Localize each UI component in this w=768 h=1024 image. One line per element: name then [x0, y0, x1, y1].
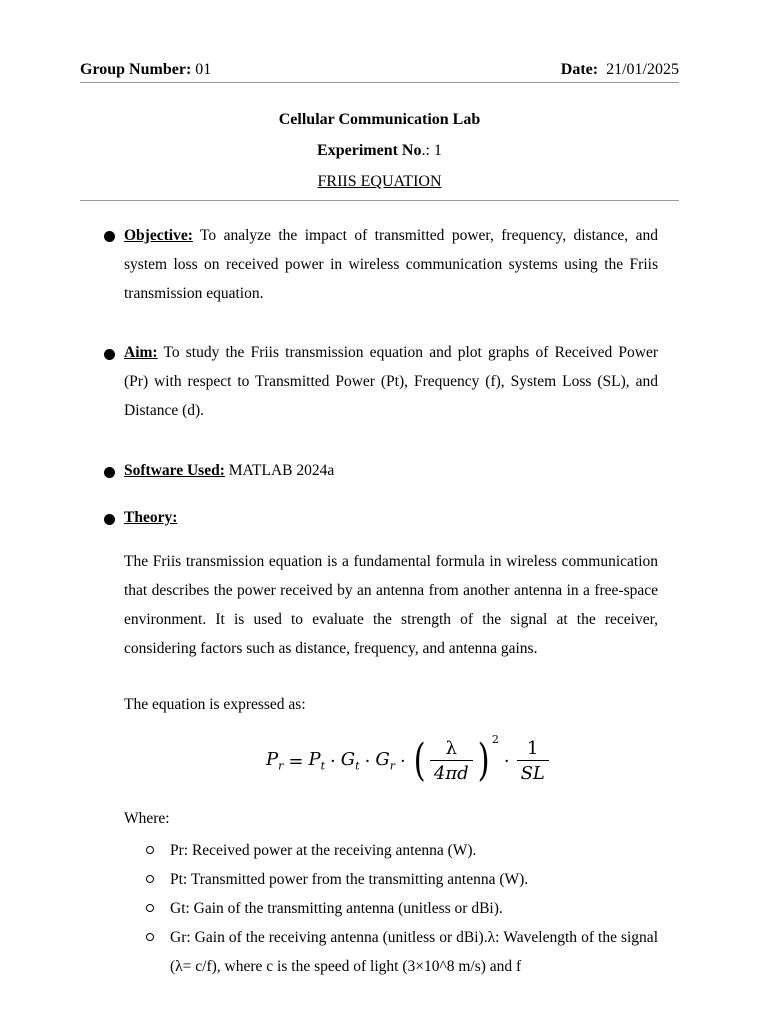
aim-label: Aim:: [124, 344, 158, 361]
experiment-label: Experiment No: [317, 142, 422, 159]
where-label: Where:: [124, 810, 170, 827]
eq-dot: ·: [503, 750, 510, 772]
eq-exponent: 2: [491, 733, 499, 746]
date-value: 21/01/2025: [606, 61, 679, 78]
group-number-value: 01: [195, 61, 212, 78]
header-divider: [80, 82, 679, 83]
eq-gr-sub: r: [389, 759, 395, 773]
eq-pr-sub: r: [278, 759, 284, 773]
eq-pt: [308, 749, 325, 773]
eq-gr-symbol: G: [375, 749, 390, 771]
eq-pr: [266, 749, 283, 773]
title-divider: [80, 200, 679, 201]
eq-gr: [375, 749, 395, 773]
list-circle: [146, 846, 154, 854]
eq-pt-symbol: P: [308, 749, 321, 771]
objective-text: [124, 221, 658, 308]
bullet-dot: [104, 231, 115, 242]
list-item: [146, 836, 658, 865]
eq-dot: ·: [399, 750, 406, 772]
list-item: [146, 865, 658, 894]
eq-loss-fraction: [517, 738, 549, 784]
bullet-dot: [104, 349, 115, 360]
group-number-label: Group Number:: [80, 61, 192, 78]
date: [561, 61, 679, 79]
header-row: [80, 61, 679, 79]
course-title: Cellular Communication Lab: [278, 111, 481, 128]
list-item: [146, 923, 658, 981]
eq-4pid: 4πd: [430, 760, 473, 784]
experiment-number: [80, 140, 679, 171]
theory-paragraph: The Friis transmission equation is a fundamental formula in wireless communication that describes the power received by an antenna from another antenna in a free-space environment. It is used to evaluate the strength of the signal at the receiver, considering factors such as distance, frequency, and antenna gains.: [124, 553, 658, 657]
software-label: Software Used:: [124, 462, 225, 479]
left-paren: (: [413, 735, 426, 786]
friis-equation: [266, 731, 551, 791]
definition-gr: Gr: Gain of the receiving antenna (unitless or dBi).λ: Wavelength of the signal (λ= c/f), where c is the speed of light (3×10^8 m/s) and f: [170, 929, 658, 975]
aim-body: To study the Friis transmission equation and plot graphs of Received Power (Pr) with respect to Transmitted Power (Pt), Frequency (f), System Loss (SL), and Distance (d).: [124, 344, 658, 419]
title-block: [80, 109, 679, 202]
aim-text: [124, 338, 658, 425]
eq-wavelength-fraction: [430, 738, 473, 784]
definition-list: [146, 836, 658, 981]
eq-one: 1: [527, 738, 539, 759]
bullet-dot: [104, 467, 115, 478]
definition-pt: Pt: Transmitted power from the transmitting antenna (W).: [170, 871, 529, 888]
eq-equals: =: [288, 750, 304, 772]
definition-gt: Gt: Gain of the transmitting antenna (unitless or dBi).: [170, 900, 503, 917]
bullet-dot: [104, 514, 115, 525]
eq-gt: [341, 749, 360, 773]
equation-intro: The equation is expressed as:: [124, 696, 306, 713]
list-circle: [146, 904, 154, 912]
list-circle: [146, 875, 154, 883]
eq-dot: ·: [364, 750, 371, 772]
eq-dot: ·: [330, 750, 336, 772]
eq-sl: SL: [517, 760, 549, 784]
definition-pr: Pr: Received power at the receiving antenna (W).: [170, 842, 477, 859]
software-body: MATLAB 2024a: [224, 462, 335, 479]
eq-gt-sub: t: [355, 759, 360, 773]
objective-label: Objective:: [124, 227, 193, 244]
eq-pr-symbol: P: [266, 749, 279, 771]
experiment-value: .: 1: [421, 142, 442, 159]
eq-lambda: λ: [445, 738, 457, 759]
eq-gt-symbol: G: [340, 749, 356, 771]
theory-label: Theory:: [124, 509, 178, 526]
eq-pt-sub: t: [320, 759, 326, 773]
software-text: [124, 456, 658, 485]
list-item: [146, 894, 658, 923]
theory-heading: [124, 503, 658, 532]
experiment-topic: FRIIS EQUATION: [317, 173, 442, 190]
list-circle: [146, 933, 154, 941]
objective-body: To analyze the impact of transmitted power, frequency, distance, and system loss on received power in wireless communication systems using the Friis transmission equation.: [124, 227, 658, 302]
right-paren: ): [477, 735, 490, 786]
date-label: Date:: [560, 61, 599, 78]
group-number: [80, 61, 211, 79]
